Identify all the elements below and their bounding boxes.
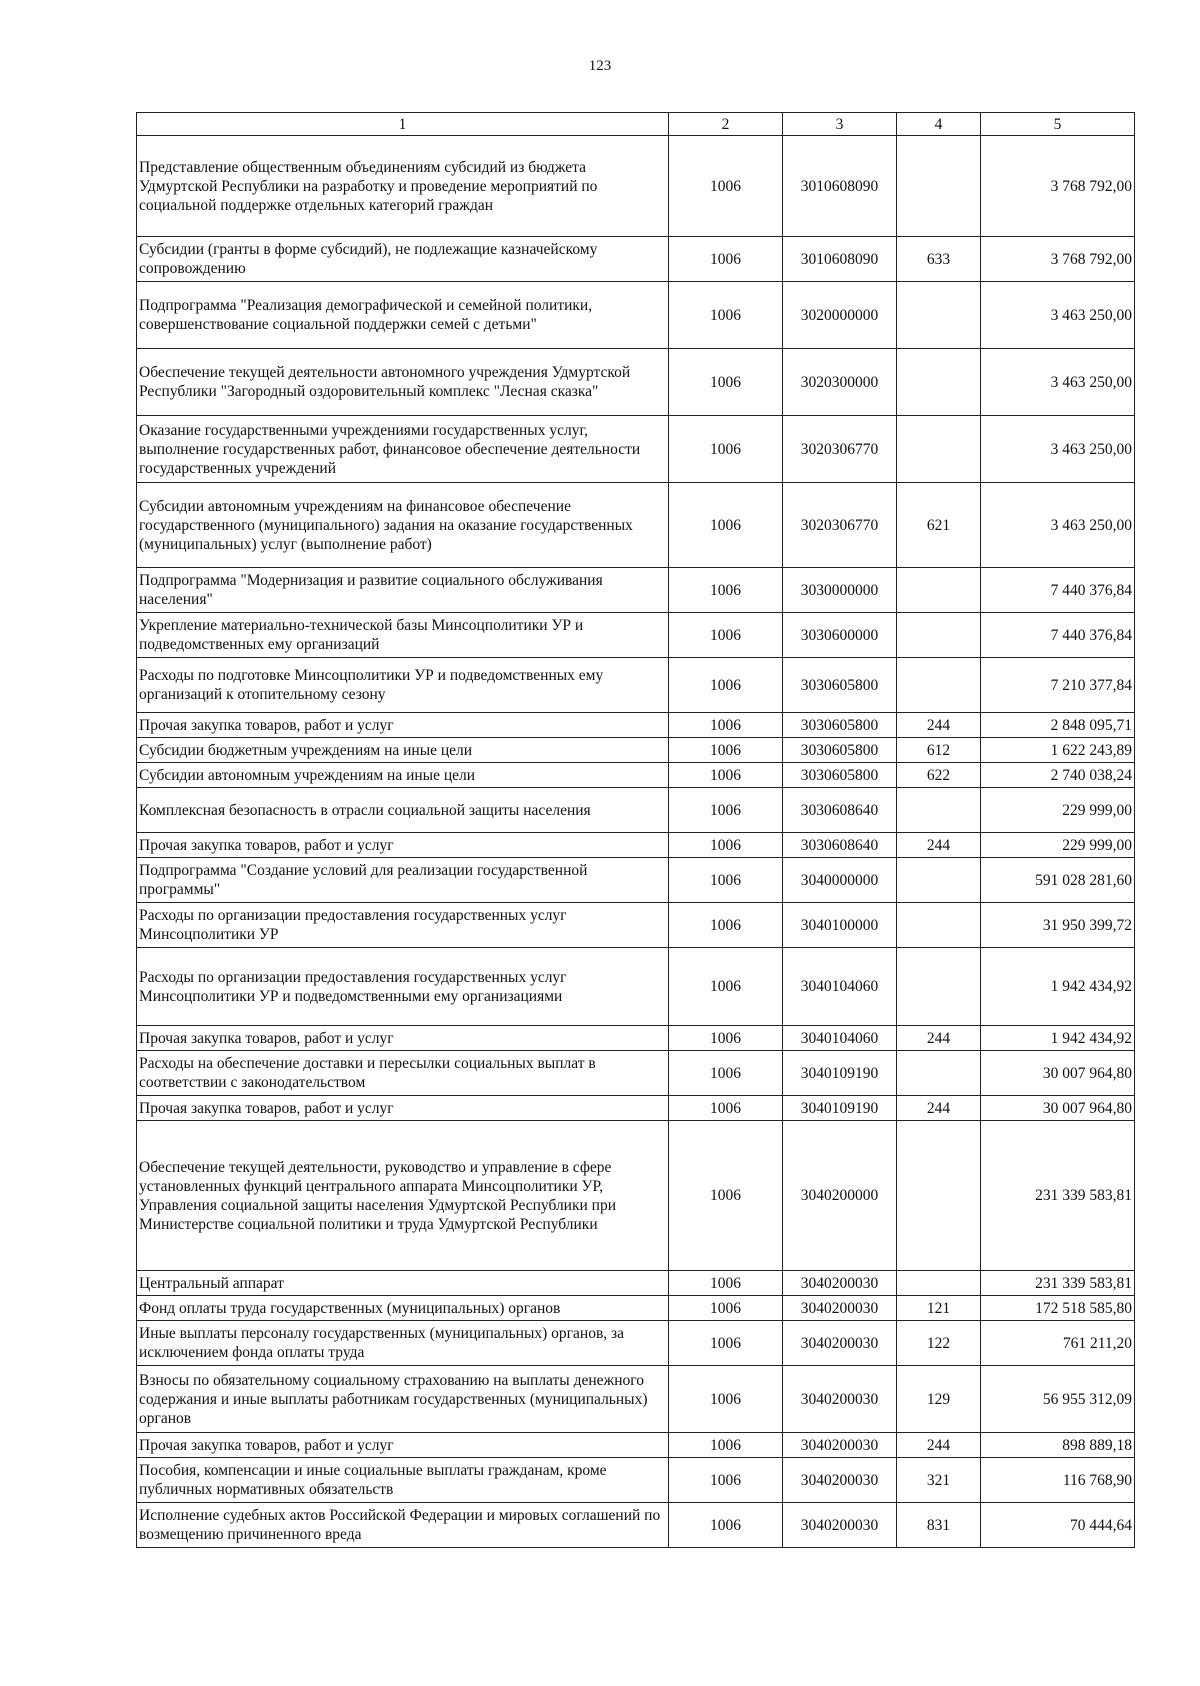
section-code-cell: 1006 xyxy=(669,483,783,568)
table-row xyxy=(137,948,1135,1026)
section-code-cell: 1006 xyxy=(669,858,783,903)
target-article-cell: 3040200030 xyxy=(783,1296,897,1321)
row-name-cell: Оказание государственными учреждениями государственных услуг, выполнение государственных работ, финансовое обеспечение деятельности государственных учреждений xyxy=(137,416,669,483)
target-article-cell: 3040100000 xyxy=(783,903,897,948)
row-name-cell: Расходы на обеспечение доставки и пересылки социальных выплат в соответствии с законодательством xyxy=(137,1051,669,1096)
expense-type-cell: 244 xyxy=(897,1433,981,1458)
expense-type-cell: 831 xyxy=(897,1503,981,1548)
section-code-cell: 1006 xyxy=(669,1121,783,1271)
amount-cell: 3 768 792,00 xyxy=(981,136,1135,237)
section-code-cell: 1006 xyxy=(669,1271,783,1296)
table-row xyxy=(137,1433,1135,1458)
amount-cell: 229 999,00 xyxy=(981,788,1135,833)
section-code-cell: 1006 xyxy=(669,136,783,237)
section-code-cell: 1006 xyxy=(669,833,783,858)
expense-type-cell: 622 xyxy=(897,763,981,788)
row-name-cell: Представление общественным объединениям субсидий из бюджета Удмуртской Республики на разработку и проведение мероприятий по социальной поддержке отдельных категорий граждан xyxy=(137,136,669,237)
expense-type-cell: 122 xyxy=(897,1321,981,1366)
table-row xyxy=(137,1458,1135,1503)
row-name-cell: Прочая закупка товаров, работ и услуг xyxy=(137,1026,669,1051)
section-code-cell: 1006 xyxy=(669,1051,783,1096)
section-code-cell: 1006 xyxy=(669,282,783,349)
target-article-cell: 3030600000 xyxy=(783,613,897,658)
table-row xyxy=(137,1366,1135,1433)
section-code-cell: 1006 xyxy=(669,658,783,713)
column-header-2: 2 xyxy=(669,113,783,136)
row-name-cell: Иные выплаты персоналу государственных (муниципальных) органов, за исключением фонда оплаты труда xyxy=(137,1321,669,1366)
row-name-cell: Подпрограмма "Реализация демографической и семейной политики, совершенствование социальной поддержки семей с детьми" xyxy=(137,282,669,349)
section-code-cell: 1006 xyxy=(669,1296,783,1321)
amount-cell: 3 768 792,00 xyxy=(981,237,1135,282)
table-row xyxy=(137,833,1135,858)
section-code-cell: 1006 xyxy=(669,788,783,833)
target-article-cell: 3010608090 xyxy=(783,237,897,282)
section-code-cell: 1006 xyxy=(669,1321,783,1366)
table-row xyxy=(137,713,1135,738)
row-name-cell: Прочая закупка товаров, работ и услуг xyxy=(137,1433,669,1458)
page-number: 123 xyxy=(588,58,612,74)
amount-cell: 1 942 434,92 xyxy=(981,1026,1135,1051)
table-row xyxy=(137,136,1135,237)
column-header-4: 4 xyxy=(897,113,981,136)
expense-type-cell xyxy=(897,1271,981,1296)
target-article-cell: 3040200030 xyxy=(783,1271,897,1296)
expense-type-cell: 121 xyxy=(897,1296,981,1321)
column-header-3: 3 xyxy=(783,113,897,136)
table-row xyxy=(137,237,1135,282)
table-body xyxy=(137,136,1135,1548)
section-code-cell: 1006 xyxy=(669,1503,783,1548)
row-name-cell: Взносы по обязательному социальному страхованию на выплаты денежного содержания и иные выплаты работникам государственных (муниципальных) органов xyxy=(137,1366,669,1433)
amount-cell: 7 440 376,84 xyxy=(981,568,1135,613)
amount-cell: 116 768,90 xyxy=(981,1458,1135,1503)
section-code-cell: 1006 xyxy=(669,1026,783,1051)
expense-type-cell xyxy=(897,858,981,903)
table-row xyxy=(137,858,1135,903)
table-row xyxy=(137,1271,1135,1296)
target-article-cell: 3040104060 xyxy=(783,1026,897,1051)
target-article-cell: 3030000000 xyxy=(783,568,897,613)
amount-cell: 70 444,64 xyxy=(981,1503,1135,1548)
row-name-cell: Фонд оплаты труда государственных (муниципальных) органов xyxy=(137,1296,669,1321)
row-name-cell: Субсидии бюджетным учреждениям на иные цели xyxy=(137,738,669,763)
amount-cell: 3 463 250,00 xyxy=(981,416,1135,483)
section-code-cell: 1006 xyxy=(669,1458,783,1503)
section-code-cell: 1006 xyxy=(669,1433,783,1458)
amount-cell: 2 848 095,71 xyxy=(981,713,1135,738)
table-row xyxy=(137,763,1135,788)
expense-type-cell xyxy=(897,1051,981,1096)
row-name-cell: Прочая закупка товаров, работ и услуг xyxy=(137,833,669,858)
row-name-cell: Субсидии автономным учреждениям на финансовое обеспечение государственного (муниципального) задания на оказание государственных (муниципальных) услуг (выполнение работ) xyxy=(137,483,669,568)
section-code-cell: 1006 xyxy=(669,948,783,1026)
table-row xyxy=(137,658,1135,713)
target-article-cell: 3030605800 xyxy=(783,738,897,763)
table-row xyxy=(137,568,1135,613)
row-name-cell: Расходы по организации предоставления государственных услуг Минсоцполитики УР xyxy=(137,903,669,948)
section-code-cell: 1006 xyxy=(669,1096,783,1121)
row-name-cell: Прочая закупка товаров, работ и услуг xyxy=(137,713,669,738)
section-code-cell: 1006 xyxy=(669,738,783,763)
amount-cell: 591 028 281,60 xyxy=(981,858,1135,903)
column-header-5: 5 xyxy=(981,113,1135,136)
target-article-cell: 3020000000 xyxy=(783,282,897,349)
target-article-cell: 3040109190 xyxy=(783,1096,897,1121)
row-name-cell: Центральный аппарат xyxy=(137,1271,669,1296)
expense-type-cell xyxy=(897,568,981,613)
amount-cell: 231 339 583,81 xyxy=(981,1121,1135,1271)
row-name-cell: Расходы по организации предоставления государственных услуг Минсоцполитики УР и подведомственными ему организациями xyxy=(137,948,669,1026)
row-name-cell: Расходы по подготовке Минсоцполитики УР и подведомственных ему организаций к отопительному сезону xyxy=(137,658,669,713)
target-article-cell: 3040200030 xyxy=(783,1458,897,1503)
row-name-cell: Обеспечение текущей деятельности автономного учреждения Удмуртской Республики "Загородный оздоровительный комплекс "Лесная сказка" xyxy=(137,349,669,416)
amount-cell: 231 339 583,81 xyxy=(981,1271,1135,1296)
row-name-cell: Субсидии автономным учреждениям на иные цели xyxy=(137,763,669,788)
target-article-cell: 3030605800 xyxy=(783,713,897,738)
expense-type-cell xyxy=(897,903,981,948)
target-article-cell: 3040104060 xyxy=(783,948,897,1026)
expense-type-cell xyxy=(897,613,981,658)
section-code-cell: 1006 xyxy=(669,237,783,282)
expense-type-cell: 244 xyxy=(897,1026,981,1051)
table-row xyxy=(137,1096,1135,1121)
table-row xyxy=(137,1026,1135,1051)
amount-cell: 3 463 250,00 xyxy=(981,483,1135,568)
target-article-cell: 3040200030 xyxy=(783,1366,897,1433)
section-code-cell: 1006 xyxy=(669,568,783,613)
table-row xyxy=(137,282,1135,349)
table-row xyxy=(137,1121,1135,1271)
expense-type-cell xyxy=(897,788,981,833)
section-code-cell: 1006 xyxy=(669,903,783,948)
row-name-cell: Исполнение судебных актов Российской Федерации и мировых соглашений по возмещению причиненного вреда xyxy=(137,1503,669,1548)
amount-cell: 3 463 250,00 xyxy=(981,282,1135,349)
amount-cell: 761 211,20 xyxy=(981,1321,1135,1366)
table-header-row xyxy=(137,113,1135,136)
expense-type-cell: 621 xyxy=(897,483,981,568)
table-row xyxy=(137,416,1135,483)
column-header-1: 1 xyxy=(137,113,669,136)
target-article-cell: 3030608640 xyxy=(783,788,897,833)
section-code-cell: 1006 xyxy=(669,349,783,416)
table-row xyxy=(137,349,1135,416)
amount-cell: 56 955 312,09 xyxy=(981,1366,1135,1433)
target-article-cell: 3040200030 xyxy=(783,1321,897,1366)
row-name-cell: Комплексная безопасность в отрасли социальной защиты населения xyxy=(137,788,669,833)
expense-type-cell xyxy=(897,1121,981,1271)
section-code-cell: 1006 xyxy=(669,416,783,483)
amount-cell: 1 622 243,89 xyxy=(981,738,1135,763)
table-row xyxy=(137,483,1135,568)
target-article-cell: 3040000000 xyxy=(783,858,897,903)
row-name-cell: Обеспечение текущей деятельности, руководство и управление в сфере установленных функций центрального аппарата Минсоцполитики УР, Управления социальной защиты населения Удмуртской Республики при Министерстве социальной политики и труда Удмуртской Республики xyxy=(137,1121,669,1271)
amount-cell: 2 740 038,24 xyxy=(981,763,1135,788)
target-article-cell: 3030608640 xyxy=(783,833,897,858)
amount-cell: 30 007 964,80 xyxy=(981,1096,1135,1121)
expense-type-cell: 633 xyxy=(897,237,981,282)
row-name-cell: Подпрограмма "Модернизация и развитие социального обслуживания населения" xyxy=(137,568,669,613)
expense-type-cell: 129 xyxy=(897,1366,981,1433)
target-article-cell: 3010608090 xyxy=(783,136,897,237)
target-article-cell: 3020300000 xyxy=(783,349,897,416)
expense-type-cell xyxy=(897,416,981,483)
table-row xyxy=(137,1503,1135,1548)
expense-type-cell: 244 xyxy=(897,833,981,858)
table-row xyxy=(137,788,1135,833)
target-article-cell: 3040200000 xyxy=(783,1121,897,1271)
amount-cell: 3 463 250,00 xyxy=(981,349,1135,416)
expense-type-cell: 612 xyxy=(897,738,981,763)
table-row xyxy=(137,738,1135,763)
budget-table xyxy=(136,112,1135,1548)
amount-cell: 7 210 377,84 xyxy=(981,658,1135,713)
row-name-cell: Прочая закупка товаров, работ и услуг xyxy=(137,1096,669,1121)
expense-type-cell xyxy=(897,658,981,713)
target-article-cell: 3030605800 xyxy=(783,763,897,788)
target-article-cell: 3040200030 xyxy=(783,1503,897,1548)
amount-cell: 229 999,00 xyxy=(981,833,1135,858)
expense-type-cell xyxy=(897,349,981,416)
amount-cell: 172 518 585,80 xyxy=(981,1296,1135,1321)
row-name-cell: Укрепление материально-технической базы Минсоцполитики УР и подведомственных ему организаций xyxy=(137,613,669,658)
target-article-cell: 3030605800 xyxy=(783,658,897,713)
expense-type-cell: 321 xyxy=(897,1458,981,1503)
row-name-cell: Пособия, компенсации и иные социальные выплаты гражданам, кроме публичных нормативных обязательств xyxy=(137,1458,669,1503)
amount-cell: 898 889,18 xyxy=(981,1433,1135,1458)
table-row xyxy=(137,613,1135,658)
expense-type-cell xyxy=(897,282,981,349)
section-code-cell: 1006 xyxy=(669,713,783,738)
table-row xyxy=(137,1321,1135,1366)
amount-cell: 30 007 964,80 xyxy=(981,1051,1135,1096)
expense-type-cell: 244 xyxy=(897,1096,981,1121)
table-row xyxy=(137,1051,1135,1096)
target-article-cell: 3040109190 xyxy=(783,1051,897,1096)
table-row xyxy=(137,1296,1135,1321)
amount-cell: 31 950 399,72 xyxy=(981,903,1135,948)
section-code-cell: 1006 xyxy=(669,763,783,788)
amount-cell: 1 942 434,92 xyxy=(981,948,1135,1026)
section-code-cell: 1006 xyxy=(669,613,783,658)
expense-type-cell xyxy=(897,136,981,237)
row-name-cell: Подпрограмма "Создание условий для реализации государственной программы" xyxy=(137,858,669,903)
expense-type-cell xyxy=(897,948,981,1026)
table-row xyxy=(137,903,1135,948)
target-article-cell: 3020306770 xyxy=(783,416,897,483)
section-code-cell: 1006 xyxy=(669,1366,783,1433)
target-article-cell: 3020306770 xyxy=(783,483,897,568)
target-article-cell: 3040200030 xyxy=(783,1433,897,1458)
row-name-cell: Субсидии (гранты в форме субсидий), не подлежащие казначейскому сопровождению xyxy=(137,237,669,282)
expense-type-cell: 244 xyxy=(897,713,981,738)
amount-cell: 7 440 376,84 xyxy=(981,613,1135,658)
